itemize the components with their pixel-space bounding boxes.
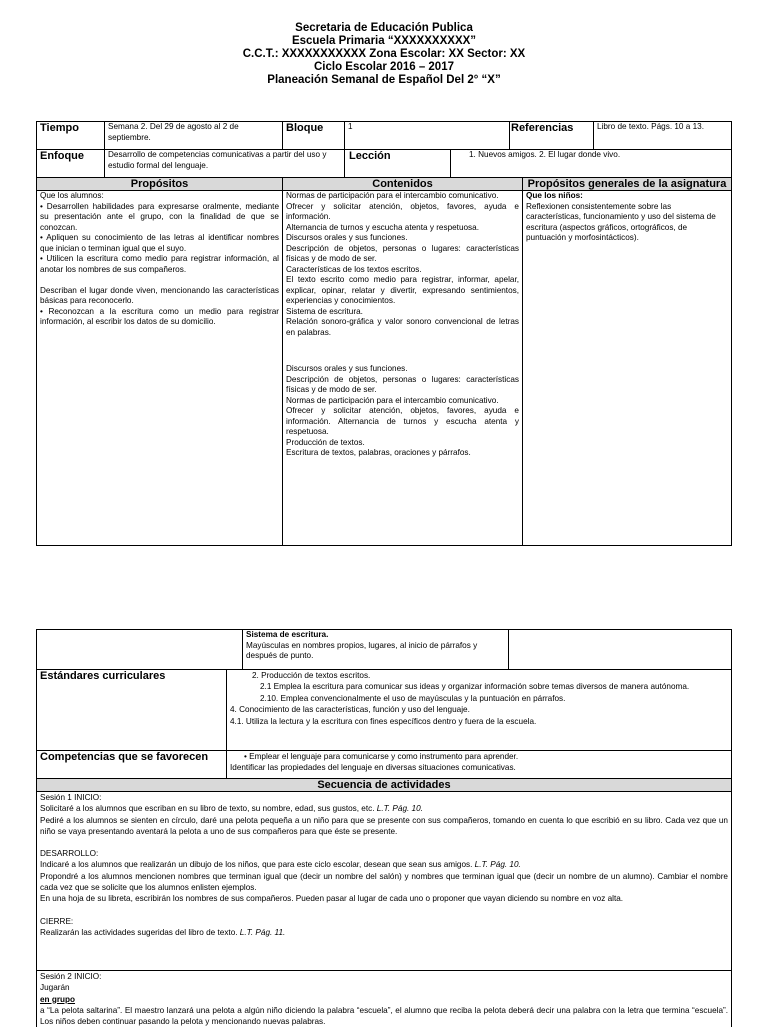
- competencias-cell: [227, 751, 732, 779]
- generales-cell: [523, 191, 732, 546]
- sesion1-line: [40, 803, 728, 814]
- contenido-line: Alternancia de turnos y escucha atenta y respetuosa.: [286, 223, 519, 234]
- sesion1-line: Pediré a los alumnos se sienten en círculo, daré una pelota pequeña a un niño para que se presente con sus compañeros, tomando en cuenta lo que escribió en su libro. Cada vez que un niño se vaya presentando aventará la pelota a uno de sus compañeros para que éste se presente.: [40, 815, 728, 838]
- propositos-cell: [37, 191, 283, 546]
- sesion1-line: DESARROLLO:: [40, 848, 728, 859]
- spacer: [40, 905, 728, 916]
- sistema-cell: [243, 630, 509, 670]
- sesion1-text: Solicitaré a los alumnos que escriban en su libro de texto, su nombre, edad, sus gustos, etc.: [40, 804, 377, 813]
- contenido-line: Descripción de objetos, personas o lugares: características físicas y de modo de ser.: [286, 375, 519, 396]
- sesion2-cell: [37, 971, 732, 1027]
- estandar-line: 2. Producción de textos escritos.: [230, 670, 728, 681]
- contenido-line: Relación sonoro-gráfica y valor sonoro convencional de letras en palabras.: [286, 317, 519, 338]
- leccion-label: Lección: [345, 150, 451, 178]
- contenido-line: Ofrecer y solicitar atención, objetos, favores, ayuda e información. Alternancia de turnos y escucha atenta y respetuosa.: [286, 406, 519, 438]
- sesion2-text: Jugarán: [40, 982, 728, 993]
- sesion1-line: Propondré a los alumnos mencionen nombres que terminan igual que (decir un nombre del salón) y nombres que terminan igual que (decir un nombre de un alumno). Cambiar el nombre cada vez que se solicite que los alumnos enlisten ejemplos.: [40, 871, 728, 894]
- generales-title: Que los niños:: [526, 191, 728, 202]
- contenido-line: Normas de participación para el intercambio comunicativo.: [286, 396, 519, 407]
- sesion1-line: Sesión 1 INICIO:: [40, 792, 728, 803]
- ref-page-11: L.T. Pág. 11.: [240, 928, 286, 937]
- generales-text: Reflexionen consistentemente sobre las características, funcionamiento y uso del sistema de escritura (aspectos gráficos, ortográficos, de puntuación y morfosintácticos).: [526, 202, 728, 244]
- generales-header: Propósitos generales de la asignatura: [523, 178, 732, 191]
- contenidos-header: Contenidos: [283, 178, 523, 191]
- sesion2-emphasis: en grupo: [40, 995, 75, 1004]
- contenido-line: Sistema de escritura.: [286, 307, 519, 318]
- enfoque-label: Enfoque: [37, 150, 105, 178]
- spacer: [40, 837, 728, 848]
- referencias-value: Libro de texto. Págs. 10 a 13.: [594, 122, 732, 150]
- proposito-line: • Desarrollen habilidades para expresarse oralmente, mediante su presentación ante el grupo, con la finalidad de que se conozcan.: [40, 202, 279, 234]
- enfoque-value: Desarrollo de competencias comunicativas a partir del uso y estudio formal del lenguaje.: [105, 150, 345, 178]
- sistema-title: Sistema de escritura.: [246, 630, 505, 641]
- spacer: [40, 275, 279, 286]
- estandares-cell: [227, 670, 732, 751]
- proposito-line: • Apliquen su conocimiento de las letras al identificar nombres que inician o terminan igual que el suyo.: [40, 233, 279, 254]
- sesion1-line: [40, 927, 728, 938]
- competencia-line: • Emplear el lenguaje para comunicarse y como instrumento para aprender.: [230, 751, 728, 762]
- sesion1-text: Indicaré a los alumnos que realizarán un dibujo de los niños, que para este ciclo escolar, desean que sean sus amigos.: [40, 860, 475, 869]
- contenido-line: Escritura de textos, palabras, oraciones y párrafos.: [286, 448, 519, 459]
- empty-cell: [37, 630, 243, 670]
- contenido-line: Discursos orales y sus funciones.: [286, 364, 519, 375]
- estandares-label: Estándares curriculares: [37, 670, 227, 751]
- header-line-2: Escuela Primaria “XXXXXXXXXX”: [0, 35, 768, 48]
- proposito-line: • Utilicen la escritura como medio para registrar información, al anotar los nombres de sus compañeros.: [40, 254, 279, 275]
- ref-page-10: L.T. Pág. 10.: [475, 860, 521, 869]
- header-line-3: C.C.T.: XXXXXXXXXXX Zona Escolar: XX Sector: XX: [0, 48, 768, 61]
- contenido-line: Descripción de objetos, personas o lugares: características físicas y de modo de ser.: [286, 244, 519, 265]
- sesion1-line: [40, 859, 728, 870]
- sesion1-cell: [37, 792, 732, 971]
- propositos-header: Propósitos: [37, 178, 283, 191]
- contenido-line: Producción de textos.: [286, 438, 519, 449]
- tiempo-label: Tiempo: [37, 122, 105, 150]
- referencias-label: Referencias: [510, 122, 594, 150]
- sesion2-line: [40, 982, 728, 1027]
- sesion2-text: a “La pelota saltarina”. El maestro lanzará una pelota a algún niño diciendo la palabra “escuela”, el alumno que reciba la pelota deberá decir una palabra con la letra que termina “escuela”. Los niños deben continuar pasando la pelota y mencionando nuevas palabras.: [40, 1005, 728, 1027]
- sesion1-line: CIERRE:: [40, 916, 728, 927]
- planning-table-bottom: [36, 629, 732, 1027]
- bloque-label: Bloque: [283, 122, 345, 150]
- bloque-value: 1: [345, 122, 510, 150]
- sesion1-text: Realizarán las actividades sugeridas del libro de texto.: [40, 928, 240, 937]
- contenido-line: Ofrecer y solicitar atención, objetos, favores, ayuda e información.: [286, 202, 519, 223]
- proposito-line: • Reconozcan a la escritura como un medio para registrar información, al escribir los datos de su domicilio.: [40, 307, 279, 328]
- estandar-line: 2.10. Emplea convencionalmente el uso de mayúsculas y la puntuación en párrafos.: [230, 693, 728, 704]
- header-line-1: Secretaria de Educación Publica: [0, 22, 768, 35]
- proposito-line: Que los alumnos:: [40, 191, 279, 202]
- proposito-line: Describan el lugar donde viven, mencionando las características básicas para reconocerlo.: [40, 286, 279, 307]
- sistema-text: Mayúsculas en nombres propios, lugares, al inicio de párrafos y después de punto.: [246, 641, 505, 662]
- secuencia-header: Secuencia de actividades: [37, 779, 732, 792]
- spacer: [286, 338, 519, 364]
- competencias-label: Competencias que se favorecen: [37, 751, 227, 779]
- header-line-5: Planeación Semanal de Español Del 2° “X”: [0, 74, 768, 87]
- estandar-line: 2.1 Emplea la escritura para comunicar sus ideas y organizar información sobre temas diversos de manera autónoma.: [230, 681, 728, 692]
- contenido-line: Discursos orales y sus funciones.: [286, 233, 519, 244]
- leccion-value: 1. Nuevos amigos. 2. El lugar donde vivo.: [451, 150, 732, 178]
- contenidos-cell: [283, 191, 523, 546]
- sesion1-line: En una hoja de su libreta, escribirán los nombres de sus compañeros. Pueden pasar al lugar de cada uno o proponer que vayan diciendo su nombre en voz alta.: [40, 893, 728, 904]
- estandar-line: 4. Conocimiento de las características, función y uso del lenguaje.: [230, 704, 728, 715]
- planning-table-top: [36, 121, 732, 546]
- sesion2-title: Sesión 2 INICIO:: [40, 971, 728, 982]
- header-line-4: Ciclo Escolar 2016 – 2017: [0, 61, 768, 74]
- empty-cell: [509, 630, 732, 670]
- contenido-line: Normas de participación para el intercambio comunicativo.: [286, 191, 519, 202]
- contenido-line: El texto escrito como medio para registrar, informar, apelar, explicar, opinar, relatar y divertir, expresando sentimientos, experiencias y conocimientos.: [286, 275, 519, 307]
- contenido-line: Características de los textos escritos.: [286, 265, 519, 276]
- document-header: [0, 22, 768, 87]
- ref-page-10: L.T. Pág. 10.: [377, 804, 423, 813]
- competencia-line: Identificar las propiedades del lenguaje en diversas situaciones comunicativas.: [230, 762, 728, 773]
- tiempo-value: Semana 2. Del 29 de agosto al 2 de septiembre.: [105, 122, 283, 150]
- estandar-line: 4.1. Utiliza la lectura y la escritura con fines específicos dentro y fuera de la escuela.: [230, 716, 728, 727]
